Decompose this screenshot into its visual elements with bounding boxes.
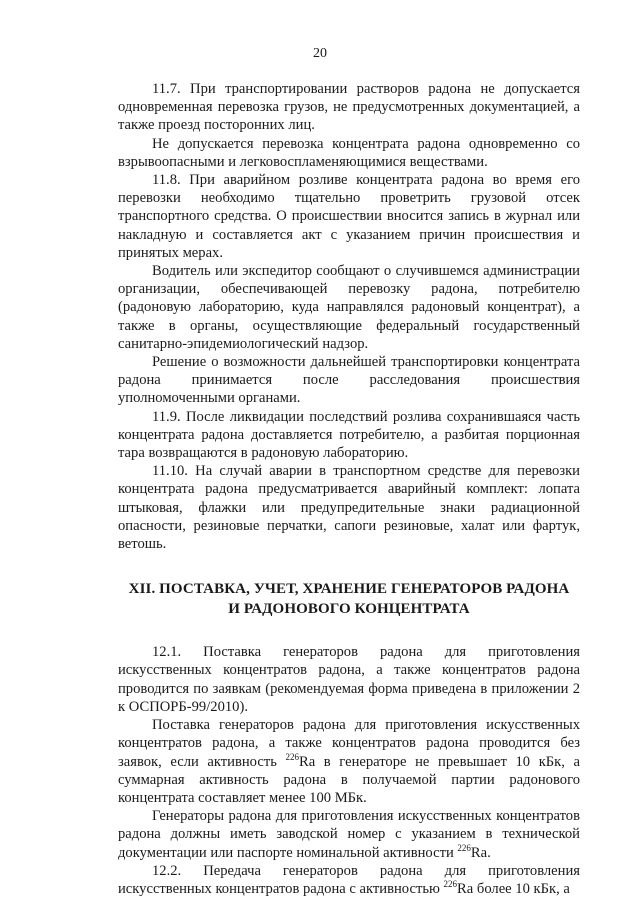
document-body — [118, 80, 580, 898]
page-number: 20 — [313, 46, 327, 61]
text-fragment: 12.2. Передача генераторов радона для приготовления искусственных концентратов радона с активностью — [118, 862, 580, 897]
paragraph-11-7-cont: Не допускается перевозка концентрата радона одновременно со взрывоопасными и легковоспламеняющимися веществами. — [118, 135, 580, 170]
paragraph-decision: Решение о возможности дальнейшей транспортировки концентрата радона принимается после расследования происшествия уполномоченными органами. — [118, 354, 580, 407]
section-heading — [118, 579, 580, 619]
isotope-superscript: 226 — [457, 842, 471, 853]
paragraph-no-request — [118, 716, 580, 807]
paragraph-11-9: 11.9. После ликвидации последствий розлива сохранившаяся часть концентрата радона доставляется потребителю, а разбитая порционная тара возвращаются в радоновую лабораторию. — [118, 408, 580, 462]
section-heading-line1: XII. ПОСТАВКА, УЧЕТ, ХРАНЕНИЕ ГЕНЕРАТОРОВ РАДОНА — [128, 581, 570, 598]
paragraph-11-8: 11.8. При аварийном розливе концентрата радона во время его перевозки необходимо тщательно проветрить грузовой отсек транспортного средства. О происшествии вносится запись в журнал или накладную и составляется акт с указанием причин происшествия и принятых мерах. — [118, 172, 580, 261]
text-fragment: Ra в генераторе не превышает 10 кБк, а суммарная активность радона в получаемой партии радонового концентрата составляет менее 100 МБк. — [118, 753, 580, 806]
paragraph-11-10: 11.10. На случай аварии в транспортном средстве для перевозки концентрата радона предусматривается аварийный комплект: лопата штыковая, флажки или предупредительные знаки радиационной опасности, резиновые перчатки, сапоги резиновые, халат или фартук, ветошь. — [118, 463, 580, 553]
text-fragment: Генераторы радона для приготовления искусственных концентратов радона должны иметь заводской номер с указанием в технической документации или паспорте номинальной активности — [118, 808, 580, 861]
paragraph-serial-number — [118, 807, 580, 862]
isotope-superscript: 226 — [443, 879, 458, 890]
paragraph-11-7: 11.7. При транспортировании растворов радона не допускается одновременная перевозка грузов, не предусмотренных документацией, а также проезд посторонних лиц. — [118, 81, 580, 134]
text-fragment: Ra более 10 кБк, а — [457, 880, 570, 897]
text-fragment: Ra. — [470, 844, 491, 861]
paragraph-12-2 — [118, 862, 580, 898]
paragraph-driver-notice: Водитель или экспедитор сообщают о случившемся администрации организации, обеспечивающей перевозку радона, потребителю (радоновую лабораторию, куда направлялся радоновый концентрат), а также в органы, осуществляющие федеральный государственный санитарно-эпидемиологический надзор. — [118, 263, 580, 352]
section-heading-line2: И РАДОНОВОГО КОНЦЕНТРАТА — [228, 601, 470, 618]
paragraph-12-1: 12.1. Поставка генераторов радона для приготовления искусственных концентратов радона, а также концентратов радона проводится по заявкам (рекомендуемая форма приведена в приложении 2 к ОСПОРБ-99/2010). — [118, 644, 580, 715]
text-fragment: Поставка генераторов радона для приготовления искусственных концентратов радона, а также концентратов радона проводится без заявок, если активность — [118, 717, 580, 770]
isotope-superscript: 226 — [285, 751, 299, 762]
